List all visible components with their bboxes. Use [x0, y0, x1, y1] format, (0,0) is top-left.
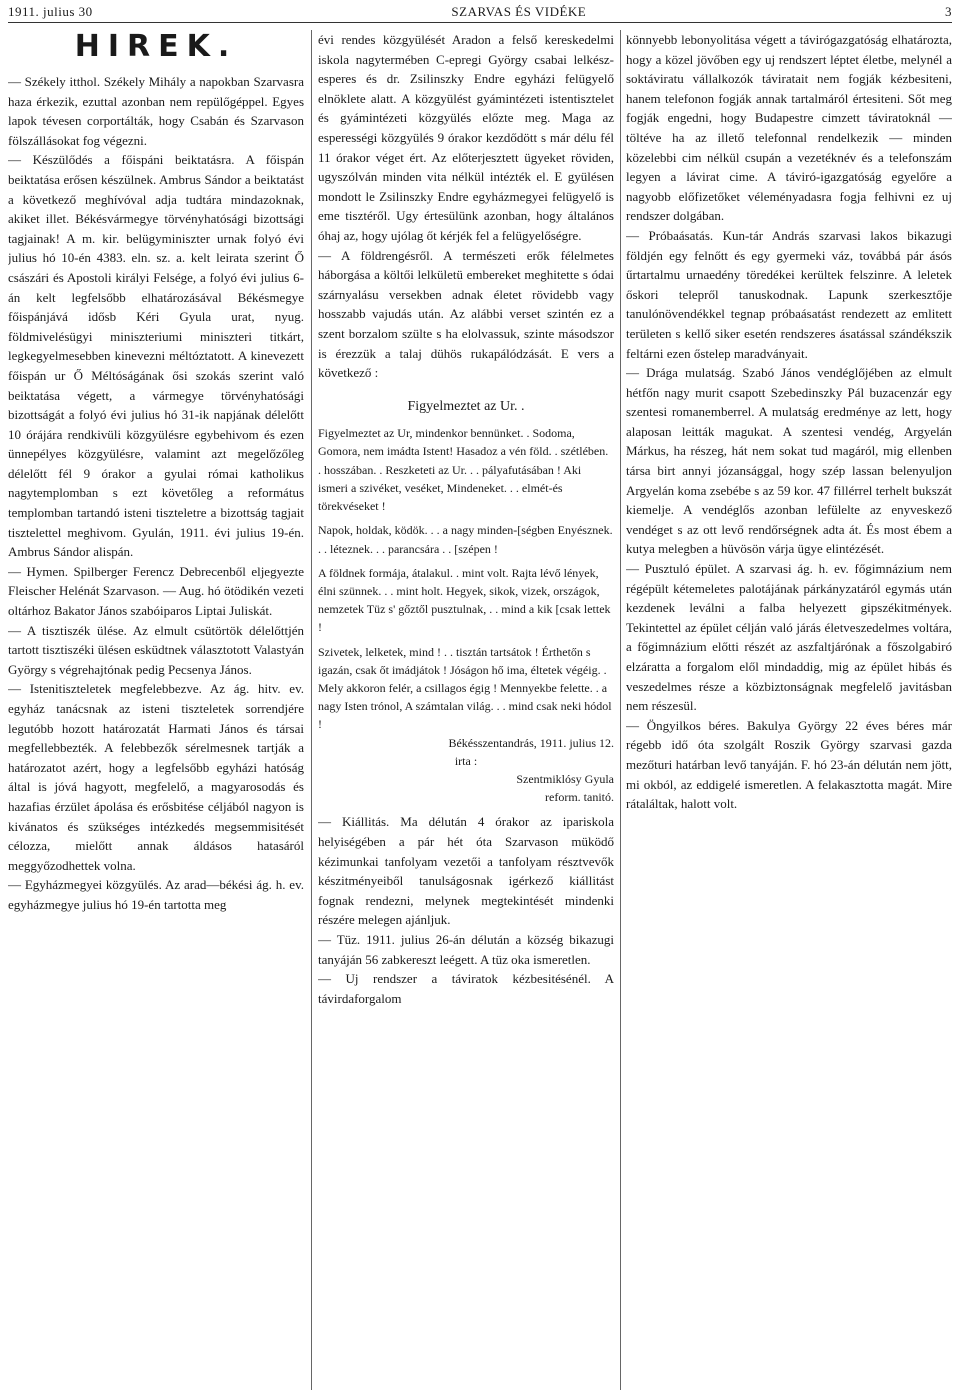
- article-egyhazmegyei: — Egyházmegyei közgyülés. Az arad—békési ág. h. ev. egyházmegye julius hó 19-én tartotta meg: [8, 877, 304, 912]
- column-2: [318, 30, 614, 1390]
- poem-author: Szentmiklósy Gyula: [516, 771, 614, 786]
- column-divider: [620, 30, 621, 1390]
- article-tuz: — Tüz. 1911. julius 26-án délután a község bikazugi tanyáján 56 zabkereszt leégett. A tüz oka ismeretlen.: [318, 931, 614, 967]
- article-istenitisztelet: — Istenitiszteletek megfelebbezve. Az ág. hitv. ev. egyház tanácsnak az isteni tiszteletek sorrendjére legutóbb hozott határozatát Harmati János és társai megfellebbezték. A felebbezők sérelmesnek tartják a határozatot azért, hogy a legfelsőbb egyházi hatóság által is jóvá hagyott, megfelelő, a magyarosodás és hazafias érzület ápolása és erősbitése céljából nagyon is kivánatos és szükséges intézkedés megsemmisitését célozza, mielőtt annak áldásos hatasáról meggyőzodhettek volna.: [8, 681, 304, 873]
- column-1: [8, 30, 304, 1390]
- article-szekely: — Székely itthol. Székely Mihály a napokban Szarvasra haza érkezik, ezuttal azonban nem repülőgéppel. Egyes lapok tévesen corportálták, hogy Csabán és Szarvason fölszállásokat fog végezni.: [8, 74, 304, 148]
- header-date: 1911. julius 30: [8, 4, 93, 19]
- article-pusztulo-epulet: — Pusztuló épület. A szarvasi ág. h. ev. főgimnázium nem régépült kétemeletes palotájának párkányzatáról egymás után kezdenek leválni a falba helyezett gipszékitmények. Tekintettel az épület célján való járás életveszedelmes voltára, a főgimnázium előtti részét az aszfaltjárónak a főszolgabiró elzáratta a forgalom elől mindaddig, mig az épület hibás és veszedelmes része a közbiztonságnak megfelelő javitásban nem részesül.: [626, 561, 952, 714]
- article-probaasatas: — Próbaásatás. Kun-tár András szarvasi lakos bikazugi földjén egy felnőtt és egy gyermeki váz, továbbá pár ásós űrtartalmu urnaedény töredékei kerültek felszinre. A leletek őskori telepről tanuskodnak. Lapunk szerkesztője tanulónövendékkel tegnap próbaásatást rendezett az emlitett területen s kellő siker esetén rendszeres ásatással szándékszik feltárni ezen őstelep maradványait.: [626, 227, 952, 361]
- poem-author-role: reform. tanitó.: [545, 790, 614, 805]
- article-draga-mulatsag: — Drága mulatság. Szabó János vendéglőjében az elmult hétfőn nagy murit csapott Szebedinszky Pál buzacenzár egy szentesi romanemberrel. A mulatság eredménye az lett, hogy alaposan leitták magukat. A szentesi vendég, Argyelán Márkus, ha részeg, hát nem sokat tud magáról, mig ellenben társa birt annyi józansággal, hogy szép lassan belenyuljon Argyelán koma zsebébe s az 59 kor. 47 fillérrel terhelt bukszát kiemelje. A vendéglős azonban lefülelte az enyveskező vendéget s az ott levő rendőrségnek adta át. És most ébem a kutya melegben a hüvösön várja ügye elintézését.: [626, 365, 952, 557]
- article-egyhazmegyei-cont: évi rendes közgyülését Aradon a felső kereskedelmi iskola nagytermében C-epregi György csabai lelkész-esperes és dr. Zsilinszky Endre egyházi felügyelő elnöklete alatt. A közgyülést gyámintézeti istentisztelet és gyámintézeti közgyülés előzte meg. Maga az esperességi közgyülés 9 órakor kezdődött s már délu fél 11 órakor véget ért. Az előterjesztett ügyeket röviden, ugyszólván minden vita nélkül intézték el. E gyülésen mondott le Zsilinszky Endre egyházmegyei felügyelő is eme tisztéről. Ugy értesülünk azonban, hogy általános óhaj az, hogy ujólag őt kérjék fel a felügyelőségre.: [318, 32, 614, 243]
- article-ongyilkos-beres: — Öngyilkos béres. Bakulya György 22 éves béres már régebb idő óta szolgált Roszik György szarvasi gazda mezőturi határban levő tanyáján. F. hó 23-án délután nem jött, mi okból, az eddigelé ismeretlen. A felakasztotta magát. Mire rátaláltak, halott volt.: [626, 717, 952, 812]
- article-tavirat: — Uj rendszer a táviratok kézbesitésénél. A távirdaforgalom: [318, 971, 614, 1006]
- article-hymen: — Hymen. Spilberger Ferencz Debrecenből eljegyezte Fleischer Helénát Szarvason. — Aug. hó ötödikén vezeti oltárhoz Bakator János szabóiparos Liptai Juliskát.: [8, 563, 304, 619]
- article-tisztiszek: — A tisztiszék ülése. Az elmult csütörtök délelőttjén tartott tisztiszéki ülésen esküdtnek választotott Valastyán György s végrehajtónak pedig Pecsenya János.: [8, 622, 304, 677]
- poem-stanza: Figyelmeztet az Ur, mindenkor bennünket. . Sodoma, Gomora, nem imádta Istent! Hasadoz a vén föld. . szétlében. . hosszában. . Reszketeti az Ur. . . pályafutásában ! Aki ismeri a szivéket, veséket, Mindeneket. . . elmét-és törekvéseket !: [318, 426, 609, 514]
- header-page-number: 3: [944, 4, 952, 19]
- column-3: [626, 30, 952, 1390]
- column-divider: [311, 30, 312, 1390]
- header-paper-title: SZARVAS ÉS VIDÉKE: [451, 4, 587, 19]
- poem-irta: irta :: [454, 753, 478, 768]
- poem-stanza: Szivetek, lelketek, mind ! . . tisztán tartsátok ! Érthetőn s igazán, csak őt imádjátok ! Jóságon hő ima, éltetek végéig. . Mely akkoron felér, a csillagos égig ! Mennyekbe felette. . a nagy Isten trónol, A számtalan világ. . . mind csak neki hódol !: [318, 644, 612, 732]
- poem-title: Figyelmeztet az Ur. .: [407, 398, 525, 414]
- article-foispan: — Készülődés a főispáni beiktatásra. A főispán beiktatása erősen készülnek. Ambrus Sándor a beiktatást a következő meghívóval adja tudtára mindazoknak, akiket illet. Békésvármegye törvényhatósági bizottsági tagjainak! A m. kir. belügyminiszter urnak folyó évi julius hó 10-én 4383. eln. sz. a. kelt leirata szerint Ő császári és Apostoli királyi Felsége, a folyó évi julius 6-án kelt legfelsőbb elhatározásával Békésmegye főispánjává idősb Kéri Gyula urat, nyug. földmivelésügyi miniszteriumi miniszteri titkárt, legkegyelmesebben kinevezni méltóztatott. A kinevezett főispán ur Ő Méltóságának ősi szokás szerint való beiktatása végett, a vármegye törvényhatósági bizottságát a folyó évi julius hó 31-ik napjának délelőtt 10 órájára rendkivüli közgyülésre egybehivom és ezen ünnepélyes közgyülésre, valamint azt megelőzőleg délelőtt fél 9 órakor a gyulai római katholikus nagytemplomban s ezt követőleg a református templomban tartandó isteni tiszteletre a bizottság tagjait tisztelettel meghivom. Gyulán, 1911. évi julius 19-én. Ambrus Sándor alispán.: [8, 152, 304, 560]
- poem: [318, 424, 614, 806]
- article-foldrenges: — A földrengésről. A természeti erők félelmetes háborgása a költői lelkületü embereket meghitette s ódai szárnyalásu versekben adnak életet rövidebb vagy hosszabb vajudás után. Az alábbi verset szintén ez a szent borzalom szülte s ha elolvassuk, szinte másodszor is érezzük a talaj dühös rukapálódzását. E vers a következő :: [318, 247, 614, 381]
- article-kiallitas: — Kiállitás. Ma délután 4 órakor az ipariskola helyiségében a pár hét óta Szarvason müködő kézimunkai tanfolyam vezetői a tanfolyam résztvevők készitményeiből tanulságosnak igérkező kiállitást fognak rendezni, melynek megtekintését mindenki részére melegen ajánljuk.: [318, 814, 614, 928]
- poem-place-date: Békésszentandrás, 1911. julius 12.: [448, 735, 614, 750]
- section-masthead: HIREK.: [74, 30, 238, 64]
- poem-stanza: A földnek formája, átalakul. . mint volt. Rajta lévő lények, élni szünnek. . . mint holt. Hegyek, sikok, vizek, országok, nemzetek Tüz s' gőztől pusztulnak, . . mind a kik [csak lettek !: [318, 565, 611, 635]
- article-tavirat-cont: könnyebb lebonyolitása végett a távirógazgatóság elhatározta, hogy a közel jövőben egy uj rendszert léptet életbe, melynél a soktáviratu vállalkozók táviratait nem fogják kézbesiteni, hanem telefonon fogják annak tartalmáról értesiteni. Sőt meg fogják engedni, hogy Budapestre cimzett táviratoknál — töltéve ha az illető telefonnal rendelkezik — minden közelebbi cim nélkül csupán a vezetéknév és a telefonszám legyen a lávirat cime. A táviró-igazgatóság egyelőre a nagyobb előfizetőket véleményadasra fogja felhivni ez uj rendszer dolgában.: [626, 32, 952, 224]
- page-header: [8, 2, 952, 23]
- poem-stanza: Napok, holdak, ködök. . . a nagy minden-[ségben Enyésznek. . . léteznek. . . parancsára . . [szépen !: [318, 523, 613, 556]
